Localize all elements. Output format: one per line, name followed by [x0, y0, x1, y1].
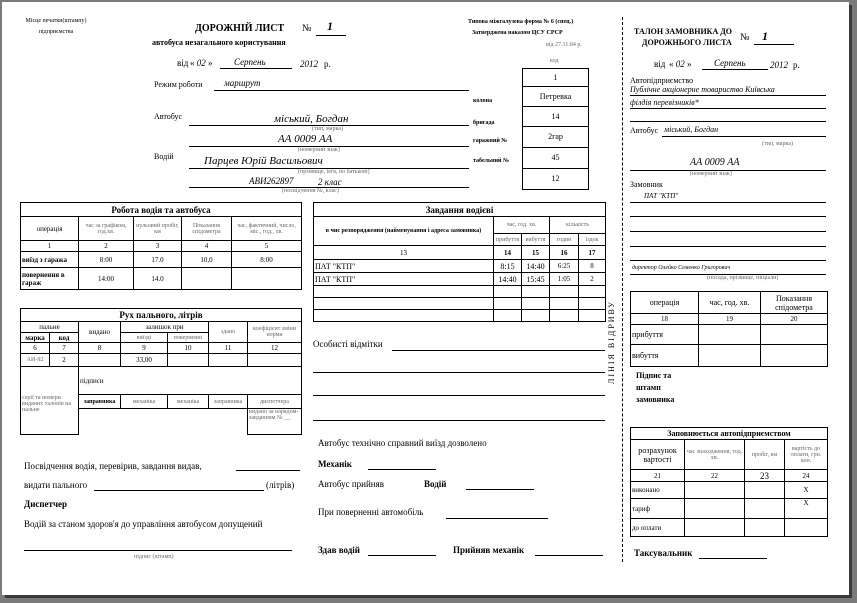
- ticket-title-2: ДОРОЖНЬОГО ЛИСТА: [642, 38, 732, 47]
- ticket-taxer-label: Таксувальник: [634, 548, 693, 558]
- stamp-place-label: Місце печатки(штампу): [25, 18, 87, 24]
- task-h-arrive: прибуття: [494, 234, 522, 246]
- task-table: [313, 202, 606, 322]
- ticket-calc-row-pay: до оплати: [631, 519, 828, 537]
- date-day: « 02 »: [190, 58, 213, 68]
- document-subtitle: автобуса незагального користування: [152, 38, 286, 47]
- ticket-director-hint: (посада, прізвище, ініціали): [707, 275, 779, 281]
- task-h-time: час, год. хв.: [494, 217, 550, 234]
- task-h-qty: кількість: [550, 217, 606, 234]
- brigade-label: бригада: [473, 120, 495, 126]
- handed-driver-label: Здав водій: [318, 545, 360, 555]
- garage-number-label: гаражний №: [473, 138, 508, 144]
- work-h-speedo: Показання спідометра: [182, 217, 232, 241]
- ticket-calc-num-21: 21: [631, 470, 685, 482]
- fuel-h-exit: виїзді: [121, 333, 168, 343]
- code-label: код: [550, 58, 559, 64]
- fuel-h-issued: видано: [79, 322, 121, 343]
- code-cell-3: 14: [523, 107, 588, 127]
- waybill-page: [2, 2, 849, 595]
- sign-hint: підпис (штамп): [134, 554, 174, 560]
- stamp-org-label: підприємства: [38, 29, 74, 35]
- fuel-sign-mechanic-2: механіка: [168, 395, 209, 409]
- ticket-calc-num-23: 23: [745, 470, 785, 482]
- date-year: 2012: [300, 59, 318, 69]
- code-box: [522, 68, 589, 190]
- mechanic-label: Механік: [318, 459, 352, 469]
- tear-line: [622, 17, 623, 562]
- code-cell-2: Петревка: [523, 87, 588, 107]
- task-num-15: 15: [522, 246, 550, 260]
- ticket-calc-table: [630, 427, 828, 537]
- bus-brand-hint: (тип, марка): [312, 126, 343, 132]
- work-row-exit: виїзд з гаража 8:00 17.0 10,0 8:00: [21, 252, 302, 268]
- fuel-num-6: 6: [21, 343, 50, 354]
- task-row-1: ПАТ "КТП" 8:15 14:40 6:25 8: [314, 260, 606, 273]
- fuel-h-remain: залишок при: [121, 322, 209, 333]
- document-title: ДОРОЖНІЙ ЛИСТ: [195, 23, 285, 34]
- fuel-row: АИ-92 2 33,00: [21, 354, 302, 367]
- fuel-h-brand: марка: [21, 333, 50, 343]
- fuel-h-coef: коефіцієнт зміни норми: [248, 322, 302, 343]
- form-line-1: Типова міжгалузева форма № 6 (спец.): [468, 19, 574, 25]
- check-label: Посвідчення водія, перевірив, завдання видав,: [24, 461, 202, 471]
- fuel-signatures: підписи: [79, 367, 302, 395]
- ticket-calc-num-24: 24: [785, 470, 828, 482]
- task-h-depart: вибуття: [522, 234, 550, 246]
- ticket-date-from: від: [654, 59, 666, 69]
- driver-name: Парцев Юрій Васильович: [204, 155, 323, 167]
- fuel-h-code: код: [50, 333, 79, 343]
- code-cell-4: 2гар: [523, 127, 588, 148]
- fuel-h-return: поверненні: [168, 333, 209, 343]
- driver-class: 2 клас: [318, 177, 342, 187]
- ticket-plate-hint: (номерний знак): [690, 171, 732, 177]
- dispatcher-label: Диспетчер: [24, 499, 68, 509]
- fuel-sign-mechanic: механіка: [121, 395, 168, 409]
- fuel-num-10: 10: [168, 343, 209, 354]
- ticket-h-op: операція: [631, 292, 699, 314]
- driver-name-hint: (прізвище, ім'я, по батькові): [298, 169, 370, 175]
- ticket-calc-label: розрахунок вартості: [631, 440, 685, 470]
- bus-plate: АА 0009 АА: [278, 133, 333, 145]
- ticket-num-20: 20: [761, 314, 828, 325]
- ticket-calc-row-done: виконано X: [631, 482, 828, 499]
- ticket-brand-hint: (тип, марка): [762, 141, 793, 147]
- task-title: Завдання водієві: [314, 203, 606, 217]
- ticket-plate: АА 0009 АА: [690, 157, 740, 168]
- fuel-h-returned: здано: [209, 322, 248, 343]
- code-cell-6: 12: [551, 174, 560, 183]
- waybill-number: 1: [327, 19, 333, 33]
- ticket-date-year-suffix: р.: [793, 60, 800, 70]
- bus-accepted-label: Автобус прийняв: [318, 479, 384, 489]
- bus-label: Автобус: [154, 112, 183, 121]
- fuel-issue-label: видати пального: [24, 480, 88, 490]
- work-num-1: 1: [21, 241, 79, 252]
- ticket-row-depart: вибуття: [631, 345, 699, 367]
- liters-label: (літрів): [266, 480, 295, 490]
- fuel-sign-refueler: заправника: [79, 395, 121, 409]
- ticket-title-1: ТАЛОН ЗАМОВНИКА ДО: [634, 27, 732, 36]
- fuel-num-11: 11: [209, 343, 248, 354]
- task-num-16: 16: [550, 246, 579, 260]
- ticket-calc-h-cost: вартість до оплати, грн. коп.: [785, 440, 828, 470]
- ticket-date-month: Серпень: [714, 58, 746, 68]
- bus-model: міський, Богдан: [274, 113, 349, 125]
- bus-plate-hint: (номерний знак): [298, 147, 340, 153]
- driver-label: Водій: [154, 152, 174, 161]
- ticket-calc-num-22: 22: [685, 470, 745, 482]
- work-num-3: 3: [134, 241, 182, 252]
- fuel-note-right: видано за нарядом-завданням № __: [248, 409, 302, 435]
- ticket-date-day: « 02 »: [669, 59, 692, 69]
- tear-line-label: ЛІНІЯ ВІДРИВУ: [607, 300, 616, 384]
- remarks-label: Особисті відмітки: [313, 339, 383, 349]
- ticket-director: директор Олейко Семенко Григорович: [632, 265, 731, 271]
- task-num-14: 14: [494, 246, 522, 260]
- ticket-calc-h-time: час знаходження, год. хв.: [685, 440, 745, 470]
- ticket-number-sign: №: [740, 32, 750, 43]
- work-num-2: 2: [79, 241, 134, 252]
- work-h-zero-run: нульовий пробіг, км: [134, 217, 182, 241]
- fuel-num-8: 8: [79, 343, 121, 354]
- tech-ok-label: Автобус технічно справний виїзд дозволено: [318, 438, 487, 448]
- fuel-num-7: 7: [50, 343, 79, 354]
- fuel-sign-dispatcher: диспетчера: [248, 395, 302, 409]
- fuel-sign-refueler-2: заправника: [209, 395, 248, 409]
- column-label: колона: [473, 98, 493, 104]
- form-line-3: від 27.11.84 р.: [546, 42, 582, 48]
- ticket-date-year: 2012: [770, 60, 788, 70]
- date-from: від: [177, 58, 189, 68]
- work-mode-value: маршрут: [224, 78, 261, 88]
- work-mode-label: Режим роботи: [154, 80, 203, 89]
- code-cell-1: 1: [523, 69, 588, 87]
- tab-number-label: табельний №: [473, 158, 510, 164]
- ticket-h-time: час, год. хв.: [699, 292, 761, 314]
- accepted-mechanic-label: Прийняв механік: [453, 545, 525, 555]
- ticket-num-18: 18: [631, 314, 699, 325]
- ticket-num-19: 19: [699, 314, 761, 325]
- ticket-number: 1: [762, 29, 768, 43]
- ticket-sign-1: Підпис та: [636, 371, 672, 380]
- fuel-note-left: серії та номери виданих талонів на пальне: [21, 395, 79, 435]
- ticket-ops-table: [630, 291, 828, 367]
- task-h-customer: в чиє розпорядження (найменування і адреса замовника): [314, 217, 494, 246]
- ticket-owner-2: філдія перевізників*: [630, 98, 699, 107]
- work-h-actual: час, фактичний, число, міс., год., хв.: [232, 217, 302, 241]
- ticket-customer-label: Замовник: [630, 180, 663, 189]
- work-h-schedule: час за графіком, год.хв.: [79, 217, 134, 241]
- driver-license-hint: (посвідчення №, клас): [282, 188, 339, 194]
- work-row-return: повернення в гараж 14:00 14.0: [21, 268, 302, 290]
- fuel-table: [20, 308, 302, 435]
- ticket-bus: міський, Богдан: [664, 125, 719, 134]
- fuel-h-fuel: пальне: [21, 322, 79, 333]
- task-num-13: 13: [314, 246, 494, 260]
- ticket-sign-2: штамп: [636, 383, 661, 392]
- work-num-4: 4: [182, 241, 232, 252]
- date-month: Серпень: [234, 57, 266, 67]
- work-num-5: 5: [232, 241, 302, 252]
- code-cell-5: 45: [523, 148, 588, 169]
- work-table-title: Робота водія та автобуса: [21, 203, 302, 217]
- ticket-sign-3: замовника: [636, 395, 675, 404]
- fuel-num-12: 12: [248, 343, 302, 354]
- task-h-hours: годин: [550, 234, 579, 246]
- work-h-operation: операція: [21, 217, 79, 241]
- form-line-2: Затверджена наказом ЦСУ СРСР: [472, 30, 563, 36]
- ticket-owner-label: Автопідприємство: [630, 76, 694, 85]
- on-return-label: При поверненні автомобіль: [318, 507, 424, 517]
- work-table: [20, 202, 302, 290]
- health-label: Водій за станом здоров'я до управління автобусом допущений: [24, 519, 263, 529]
- ticket-customer: ПАТ "КТП": [644, 192, 679, 200]
- task-num-17: 17: [579, 246, 606, 260]
- fuel-num-9: 9: [121, 343, 168, 354]
- task-row-2: ПАТ "КТП" 14:40 15:45 1:05 2: [314, 273, 606, 286]
- ticket-owner-1: Публічне акціонерне товариство Київська: [630, 85, 775, 94]
- date-year-suffix: р.: [324, 59, 331, 69]
- driver-license: АВИ262897: [249, 176, 294, 186]
- ticket-bus-label: Автобус: [630, 126, 659, 135]
- ticket-calc-row-tariff: тариф X: [631, 499, 828, 519]
- driver-accept-label: Водій: [424, 479, 447, 489]
- ticket-fill-title: Заповнюється автопідприємством: [631, 428, 828, 440]
- ticket-calc-h-run: пробіг, км: [745, 440, 785, 470]
- fuel-title: Рух пального, літрів: [21, 309, 302, 322]
- ticket-h-speedo: Показання спідометра: [761, 292, 828, 314]
- task-h-km: їздок: [579, 234, 606, 246]
- number-sign: №: [302, 23, 312, 34]
- ticket-row-arrive: прибуття: [631, 325, 699, 345]
